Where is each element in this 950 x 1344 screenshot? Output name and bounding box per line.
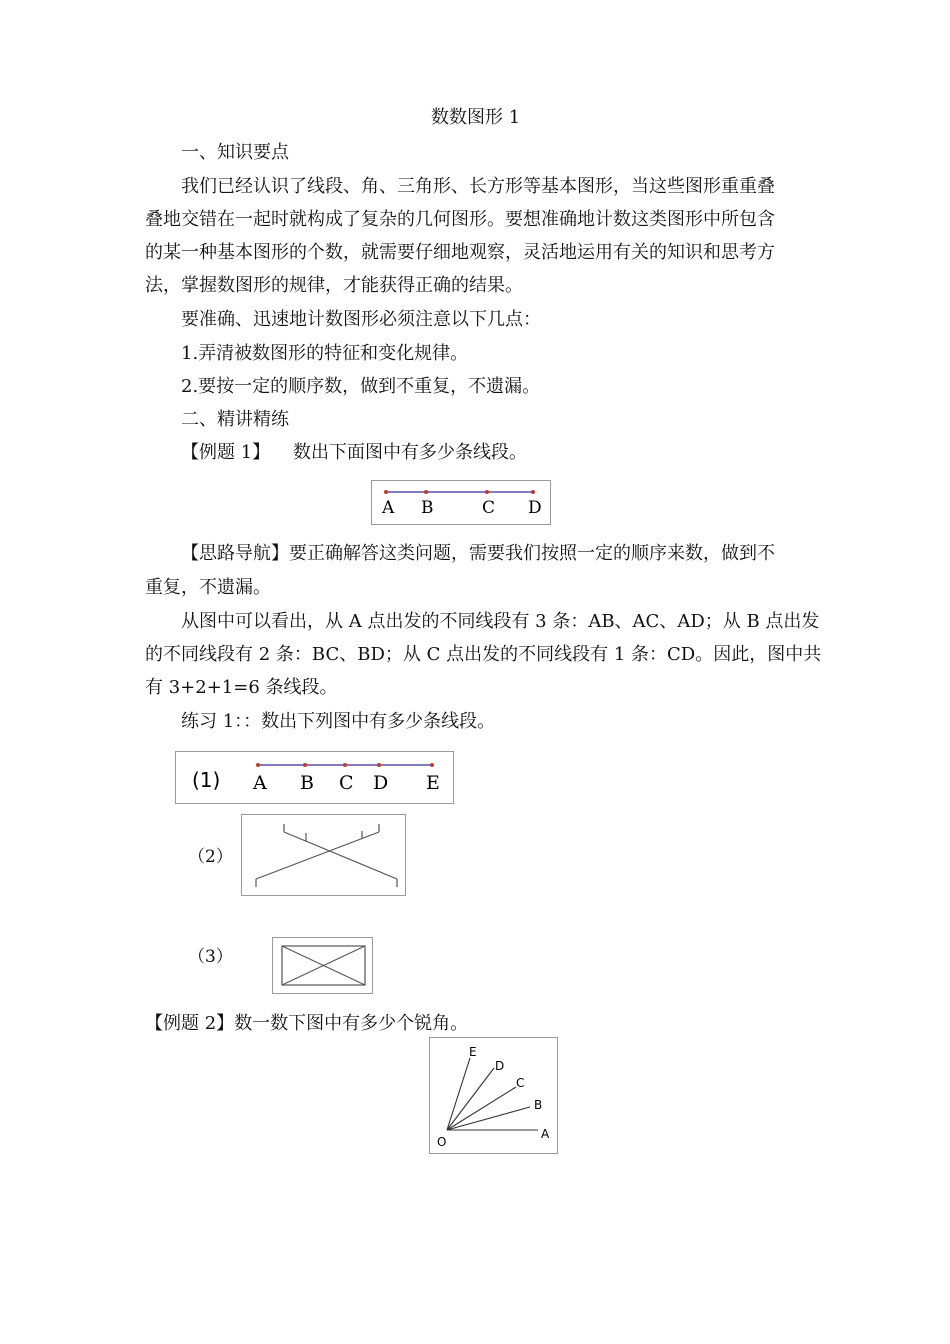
guide-text: 要正确解答这类问题，需要我们按照一定的顺序来数，做到不 xyxy=(289,543,775,564)
paragraph-line: 叠地交错在一起时就构成了复杂的几何图形。要想准确地计数这类图形中所包含 xyxy=(145,209,775,230)
point-label: A xyxy=(253,772,267,794)
point-label: C xyxy=(482,498,496,518)
point-marker xyxy=(343,763,347,767)
ray-label: A xyxy=(541,1127,550,1141)
solution-line: 从图中可以看出，从 A 点出发的不同线段有 3 条：AB、AC、AD；从 B 点出发 xyxy=(181,611,820,632)
point-label: E xyxy=(426,772,440,794)
point-marker xyxy=(303,763,307,767)
ray-label: D xyxy=(495,1059,505,1073)
crossing-line xyxy=(256,832,379,879)
example-1-question: 数出下面图中有多少条线段。 xyxy=(293,442,527,463)
point-marker xyxy=(384,490,388,494)
ray-label: B xyxy=(534,1098,543,1112)
point-marker xyxy=(424,490,428,494)
paragraph-line: 法，掌握数图形的规律，才能获得正确的结果。 xyxy=(145,275,523,296)
origin-label: O xyxy=(437,1135,447,1149)
solution-line: 有 3+2+1=6 条线段。 xyxy=(145,677,338,698)
page-title: 数数图形 1 xyxy=(431,107,521,128)
example-2-angle-figure xyxy=(429,1037,558,1154)
point-marker xyxy=(531,490,535,494)
ray-c xyxy=(447,1087,516,1130)
example-1-segment-figure xyxy=(371,480,551,525)
ray-d xyxy=(447,1068,494,1130)
ray-e xyxy=(447,1058,470,1130)
figure-3-tag: （3） xyxy=(188,947,233,967)
solution-line: 的不同线段有 2 条：BC、BD；从 C 点出发的不同线段有 1 条：CD。因此，图中共 xyxy=(145,644,822,665)
section-heading-practice: 二、精讲精练 xyxy=(181,409,289,430)
example-1-label: 【例题 1】 xyxy=(181,442,271,463)
point-label: B xyxy=(300,772,314,794)
practice-figure-2 xyxy=(241,814,406,896)
point-marker xyxy=(430,763,434,767)
point-label: D xyxy=(528,498,542,518)
point-marker xyxy=(377,763,381,767)
paragraph-line: 我们已经认识了线段、角、三角形、长方形等基本图形，当这些图形重重叠 xyxy=(181,176,775,197)
example-2-line xyxy=(145,1012,468,1036)
point-label: D xyxy=(373,772,389,794)
note-point-2: 2.要按一定的顺序数，做到不重复，不遗漏。 xyxy=(181,376,541,397)
guide-label: 【思路导航】 xyxy=(181,543,289,564)
point-marker xyxy=(256,763,260,767)
practice-1-label: 练习 1：：数出下列图中有多少条线段。 xyxy=(181,711,496,732)
note-point-1: 1.弄清被数图形的特征和变化规律。 xyxy=(181,343,469,364)
practice-figure-1 xyxy=(175,751,454,804)
point-label: B xyxy=(421,498,434,518)
point-label: A xyxy=(382,498,395,518)
note-intro: 要准确、迅速地计数图形必须注意以下几点： xyxy=(181,309,541,330)
example-2-question: 数一数下图中有多少个锐角。 xyxy=(234,1013,469,1034)
section-heading-knowledge: 一、知识要点 xyxy=(181,142,289,163)
figure-2-tag: （2） xyxy=(188,847,233,867)
guide-line-1 xyxy=(181,542,775,566)
point-marker xyxy=(485,490,489,494)
paragraph-line: 的某一种基本图形的个数，就需要仔细地观察，灵活地运用有关的知识和思考方 xyxy=(145,242,775,263)
example-2-label: 【例题 2】 xyxy=(145,1013,235,1034)
guide-line-2: 重复，不遗漏。 xyxy=(145,577,271,598)
ray-label: C xyxy=(516,1076,525,1090)
figure-1-tag: (1) xyxy=(192,768,221,792)
point-label: C xyxy=(339,772,354,794)
ray-label: E xyxy=(469,1045,477,1059)
practice-figure-3 xyxy=(272,937,373,994)
ray-b xyxy=(447,1107,530,1130)
crossing-line xyxy=(284,832,397,879)
